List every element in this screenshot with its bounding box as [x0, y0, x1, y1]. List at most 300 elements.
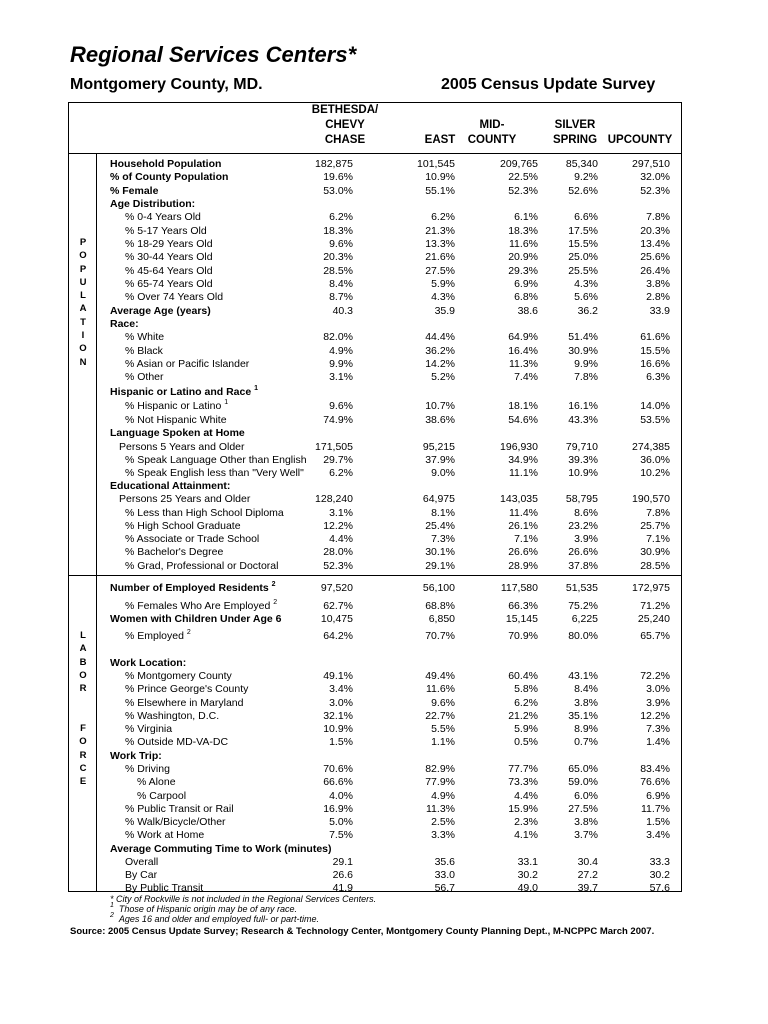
- cell-value: 5.0%: [329, 816, 353, 828]
- cell-value: 53.5%: [640, 414, 670, 426]
- cell-value: 3.4%: [329, 683, 353, 695]
- cell-value: 30.4: [577, 856, 598, 868]
- row-label: % Speak English less than "Very Well": [125, 467, 304, 479]
- cell-value: 5.2%: [431, 371, 455, 383]
- row-label: By Public Transit: [125, 882, 204, 894]
- county-subtitle: Montgomery County, MD.: [70, 76, 263, 93]
- cell-value: 40.3: [332, 305, 353, 317]
- cell-value: 16.6%: [640, 358, 670, 370]
- cell-value: 35.1%: [568, 710, 598, 722]
- cell-value: 36.2%: [425, 345, 455, 357]
- cell-value: 6.3%: [646, 371, 670, 383]
- labor-side-letter: A: [79, 643, 87, 655]
- cell-value: 35.6: [434, 856, 455, 868]
- row-label: Age Distribution:: [110, 198, 196, 210]
- cell-value: 30.1%: [425, 546, 455, 558]
- cell-value: 7.1%: [646, 533, 670, 545]
- row-label: % Public Transit or Rail: [125, 803, 234, 815]
- cell-value: 6.2%: [329, 467, 353, 479]
- labor-side-letter: L: [80, 630, 86, 641]
- cell-value: 30.2: [517, 869, 538, 881]
- cell-value: 4.3%: [574, 278, 598, 290]
- cell-value: 95,215: [422, 441, 455, 453]
- labor-side-letter: B: [79, 656, 87, 668]
- cell-value: 29.7%: [323, 454, 353, 466]
- cell-value: 73.3%: [508, 776, 538, 788]
- row-label: Average Commuting Time to Work (minutes): [110, 843, 332, 855]
- cell-value: 32.1%: [323, 710, 353, 722]
- row-label: Persons 25 Years and Older: [119, 493, 251, 505]
- cell-value: 6.0%: [574, 790, 598, 802]
- cell-value: 6.8%: [514, 291, 538, 303]
- cell-value: 3.8%: [574, 816, 598, 828]
- page-title: Regional Services Centers*: [70, 42, 357, 67]
- table-row: [0, 441, 768, 454]
- row-label: % Washington, D.C.: [125, 710, 220, 722]
- row-label: Educational Attainment:: [110, 480, 231, 492]
- cell-value: 66.6%: [323, 776, 353, 788]
- table-row: [0, 560, 768, 573]
- cell-value: 97,520: [320, 582, 353, 594]
- cell-value: 15,145: [505, 613, 538, 625]
- cell-value: 5.9%: [514, 723, 538, 735]
- cell-value: 25.0%: [568, 251, 598, 263]
- population-side-letter: O: [79, 250, 87, 262]
- cell-value: 8.4%: [329, 278, 353, 290]
- table-row: [0, 600, 768, 613]
- cell-value: 8.7%: [329, 291, 353, 303]
- row-label: % Over 74 Years Old: [125, 291, 224, 303]
- footnote-1: $^1$ Those of Hispanic origin may be of any race.: [110, 902, 298, 914]
- table-row: [0, 358, 768, 371]
- table-row: [0, 493, 768, 506]
- row-label: % Not Hispanic White: [125, 414, 227, 426]
- table-row: [0, 386, 768, 399]
- cell-value: 15.5%: [568, 238, 598, 250]
- cell-value: 66.3%: [508, 600, 538, 612]
- cell-value: 10.9%: [568, 467, 598, 479]
- cell-value: 64.2%: [323, 630, 353, 642]
- labor-side-letter: O: [79, 736, 87, 748]
- cell-value: 70.9%: [508, 630, 538, 642]
- labor-side-letter: R: [79, 683, 87, 695]
- row-label: % Outside MD-VA-DC: [125, 736, 229, 748]
- footnote-2: $^2$ Ages 16 and older and employed full- or part-time.: [110, 912, 320, 924]
- cell-value: 7.8%: [646, 507, 670, 519]
- cell-value: 11.4%: [509, 507, 538, 519]
- cell-value: 49.0: [517, 882, 538, 894]
- cell-value: 190,570: [632, 493, 670, 505]
- cell-value: 9.9%: [574, 358, 598, 370]
- cell-value: 10.9%: [425, 171, 455, 183]
- cell-value: 82.9%: [425, 763, 455, 775]
- cell-value: 29.3%: [508, 265, 538, 277]
- row-label: Average Age (years): [110, 305, 211, 317]
- cell-value: 77.7%: [508, 763, 538, 775]
- cell-value: 21.6%: [425, 251, 455, 263]
- cell-value: 3.1%: [329, 507, 353, 519]
- cell-value: 25,240: [637, 613, 670, 625]
- row-label: % of County Population: [110, 171, 229, 183]
- population-side-letter: L: [80, 290, 86, 302]
- cell-value: 72.2%: [640, 670, 670, 682]
- cell-value: 70.6%: [323, 763, 353, 775]
- table-row: [0, 776, 768, 789]
- cell-value: 23.2%: [568, 520, 598, 532]
- cell-value: 22.5%: [508, 171, 538, 183]
- cell-value: 38.6: [517, 305, 538, 317]
- cell-value: 52.6%: [568, 185, 598, 197]
- row-label: Hispanic or Latino and Race $^1$: [110, 385, 259, 398]
- table-row: [0, 185, 768, 198]
- cell-value: 18.3%: [508, 225, 538, 237]
- cell-value: 33.3: [649, 856, 670, 868]
- table-row: [0, 507, 768, 520]
- cell-value: 60.4%: [508, 670, 538, 682]
- cell-value: 4.1%: [514, 829, 538, 841]
- cell-value: 143,035: [500, 493, 538, 505]
- cell-value: 4.9%: [329, 345, 353, 357]
- cell-value: 6.9%: [514, 278, 538, 290]
- row-label: % Other: [125, 371, 164, 383]
- table-row: [0, 225, 768, 238]
- cell-value: 7.8%: [646, 211, 670, 223]
- population-side-letter: U: [79, 276, 87, 288]
- cell-value: 4.3%: [431, 291, 455, 303]
- labor-side-letter: O: [79, 669, 87, 681]
- cell-value: 3.7%: [574, 829, 598, 841]
- row-label: % Bachelor's Degree: [125, 546, 224, 558]
- row-label: % Speak Language Other than English: [125, 454, 307, 466]
- survey-subtitle: 2005 Census Update Survey: [441, 76, 656, 93]
- cell-value: 1.5%: [646, 816, 670, 828]
- table-row: [0, 520, 768, 533]
- row-label: % Virginia: [125, 723, 173, 735]
- cell-value: 75.2%: [568, 600, 598, 612]
- cell-value: 74.9%: [323, 414, 353, 426]
- cell-value: 7.1%: [514, 533, 538, 545]
- cell-value: 26.4%: [640, 265, 670, 277]
- cell-value: 82.0%: [323, 331, 353, 343]
- cell-value: 3.4%: [646, 829, 670, 841]
- table-row: [0, 251, 768, 264]
- cell-value: 8.6%: [574, 507, 598, 519]
- cell-value: 29.1: [332, 856, 353, 868]
- cell-value: 3.0%: [646, 683, 670, 695]
- cell-value: 38.6%: [425, 414, 455, 426]
- cell-value: 13.3%: [425, 238, 455, 250]
- row-label: % Driving: [125, 763, 170, 775]
- table-row: [0, 710, 768, 723]
- cell-value: 9.2%: [574, 171, 598, 183]
- section-divider: [68, 575, 682, 576]
- cell-value: 17.5%: [568, 225, 598, 237]
- cell-value: 26.6%: [508, 546, 538, 558]
- cell-value: 55.1%: [425, 185, 455, 197]
- cell-value: 62.7%: [323, 600, 353, 612]
- cell-value: 128,240: [315, 493, 353, 505]
- cell-value: 64.9%: [508, 331, 538, 343]
- population-side-letter: P: [79, 237, 87, 248]
- cell-value: 7.8%: [574, 371, 598, 383]
- table-row: [0, 318, 768, 331]
- row-label: % Females Who Are Employed $^2$: [125, 599, 278, 612]
- table-row: [0, 670, 768, 683]
- cell-value: 6.1%: [514, 211, 538, 223]
- cell-value: 0.5%: [514, 736, 538, 748]
- cell-value: 2.3%: [514, 816, 538, 828]
- cell-value: 8.1%: [431, 507, 455, 519]
- table-row: [0, 371, 768, 384]
- cell-value: 10,475: [320, 613, 353, 625]
- col-header-mid-county: MID- COUNTY: [467, 119, 517, 146]
- cell-value: 51.4%: [568, 331, 598, 343]
- table-row: [0, 856, 768, 869]
- table-row: [0, 345, 768, 358]
- col-header-east: EAST: [424, 134, 456, 146]
- cell-value: 43.1%: [568, 670, 598, 682]
- cell-value: 56,100: [422, 582, 455, 594]
- table-row: [0, 683, 768, 696]
- cell-value: 35.9: [434, 305, 455, 317]
- table-row: [0, 723, 768, 736]
- row-label: % 30-44 Years Old: [125, 251, 213, 263]
- table-row: [0, 582, 768, 595]
- cell-value: 11.3%: [509, 358, 538, 370]
- table-row: [0, 630, 768, 643]
- cell-value: 25.6%: [640, 251, 670, 263]
- cell-value: 51,535: [565, 582, 598, 594]
- row-label: % Carpool: [137, 790, 187, 802]
- table-row: [0, 816, 768, 829]
- cell-value: 64,975: [422, 493, 455, 505]
- cell-value: 79,710: [565, 441, 598, 453]
- table-row: [0, 414, 768, 427]
- cell-value: 6.2%: [514, 697, 538, 709]
- row-label: % High School Graduate: [125, 520, 241, 532]
- cell-value: 39.7: [577, 882, 598, 894]
- cell-value: 25.5%: [568, 265, 598, 277]
- table-row: [0, 750, 768, 763]
- cell-value: 28.5%: [640, 560, 670, 572]
- cell-value: 34.9%: [508, 454, 538, 466]
- cell-value: 4.0%: [329, 790, 353, 802]
- cell-value: 29.1%: [425, 560, 455, 572]
- cell-value: 28.9%: [508, 560, 538, 572]
- cell-value: 11.6%: [426, 683, 455, 695]
- labor-side-letter: R: [79, 749, 87, 761]
- labor-side-letter: F: [80, 723, 86, 735]
- table-row: [0, 400, 768, 413]
- population-side-letter: T: [80, 316, 86, 328]
- table-row: [0, 331, 768, 344]
- cell-value: 7.3%: [646, 723, 670, 735]
- cell-value: 8.9%: [574, 723, 598, 735]
- cell-value: 11.3%: [426, 803, 455, 815]
- cell-value: 25.4%: [425, 520, 455, 532]
- cell-value: 27.5%: [568, 803, 598, 815]
- row-label: % Work at Home: [125, 829, 205, 841]
- row-label: Overall: [125, 856, 159, 868]
- cell-value: 18.3%: [323, 225, 353, 237]
- cell-value: 10.2%: [640, 467, 670, 479]
- cell-value: 4.4%: [329, 533, 353, 545]
- table-row: [0, 697, 768, 710]
- table-row: [0, 869, 768, 882]
- cell-value: 2.5%: [431, 816, 455, 828]
- cell-value: 11.7%: [641, 803, 670, 815]
- cell-value: 7.5%: [329, 829, 353, 841]
- cell-value: 59.0%: [568, 776, 598, 788]
- table-row: [0, 480, 768, 493]
- cell-value: 196,930: [500, 441, 538, 453]
- cell-value: 26.6%: [568, 546, 598, 558]
- cell-value: 12.2%: [640, 710, 670, 722]
- row-label: % 5-17 Years Old: [125, 225, 207, 237]
- cell-value: 6,850: [428, 613, 455, 625]
- cell-value: 9.0%: [431, 467, 455, 479]
- population-side-letter: I: [81, 330, 85, 342]
- cell-value: 15.9%: [508, 803, 538, 815]
- cell-value: 101,545: [417, 158, 455, 170]
- cell-value: 6.2%: [431, 211, 455, 223]
- cell-value: 10.7%: [425, 400, 455, 412]
- cell-value: 20.3%: [640, 225, 670, 237]
- row-label: % Black: [125, 345, 163, 357]
- col-header-bethesda: BETHESDA/ CHEVY CHASE: [311, 104, 379, 146]
- cell-value: 6.9%: [646, 790, 670, 802]
- cell-value: 4.4%: [514, 790, 538, 802]
- row-label: % Hispanic or Latino $^1$: [125, 399, 229, 412]
- cell-value: 274,385: [632, 441, 670, 453]
- table-row: [0, 533, 768, 546]
- cell-value: 7.3%: [431, 533, 455, 545]
- cell-value: 5.5%: [431, 723, 455, 735]
- cell-value: 171,505: [315, 441, 353, 453]
- table-row: [0, 763, 768, 776]
- cell-value: 30.2: [649, 869, 670, 881]
- cell-value: 77.9%: [425, 776, 455, 788]
- table-row: [0, 657, 768, 670]
- cell-value: 39.3%: [568, 454, 598, 466]
- cell-value: 16.4%: [508, 345, 538, 357]
- table-row: [0, 171, 768, 184]
- table-row: [0, 613, 768, 626]
- row-label: Number of Employed Residents $^2$: [110, 581, 276, 594]
- cell-value: 3.9%: [646, 697, 670, 709]
- cell-value: 27.5%: [425, 265, 455, 277]
- cell-value: 44.4%: [425, 331, 455, 343]
- cell-value: 3.8%: [574, 697, 598, 709]
- row-label: Work Location:: [110, 657, 187, 669]
- cell-value: 83.4%: [640, 763, 670, 775]
- cell-value: 56.7: [434, 882, 455, 894]
- row-label: % Elsewhere in Maryland: [125, 697, 244, 709]
- row-label: % Alone: [137, 776, 176, 788]
- cell-value: 0.7%: [574, 736, 598, 748]
- cell-value: 71.2%: [640, 600, 670, 612]
- row-label: % Associate or Trade School: [125, 533, 260, 545]
- cell-value: 16.9%: [323, 803, 353, 815]
- row-label: % White: [125, 331, 165, 343]
- cell-value: 172,975: [632, 582, 670, 594]
- row-label: % Walk/Bicycle/Other: [125, 816, 226, 828]
- cell-value: 15.5%: [640, 345, 670, 357]
- cell-value: 9.6%: [329, 238, 353, 250]
- table-row: [0, 843, 768, 856]
- cell-value: 3.0%: [329, 697, 353, 709]
- col-header-silver-spring: SILVER SPRING: [552, 119, 598, 146]
- cell-value: 26.1%: [508, 520, 538, 532]
- cell-value: 21.3%: [425, 225, 455, 237]
- cell-value: 21.2%: [508, 710, 538, 722]
- row-label: Work Trip:: [110, 750, 162, 762]
- population-side-letter: A: [79, 303, 87, 315]
- cell-value: 3.9%: [574, 533, 598, 545]
- cell-value: 58,795: [565, 493, 598, 505]
- row-label: By Car: [125, 869, 158, 881]
- cell-value: 36.2: [577, 305, 598, 317]
- header-divider: [68, 153, 682, 154]
- cell-value: 85,340: [565, 158, 598, 170]
- cell-value: 10.9%: [323, 723, 353, 735]
- row-label: % Asian or Pacific Islander: [125, 358, 250, 370]
- cell-value: 52.3%: [323, 560, 353, 572]
- cell-value: 7.4%: [514, 371, 538, 383]
- cell-value: 3.3%: [431, 829, 455, 841]
- population-side-letter: O: [79, 343, 87, 355]
- cell-value: 43.3%: [568, 414, 598, 426]
- cell-value: 52.3%: [640, 185, 670, 197]
- cell-value: 11.6%: [509, 238, 538, 250]
- cell-value: 18.1%: [508, 400, 538, 412]
- cell-value: 12.2%: [323, 520, 353, 532]
- cell-value: 2.8%: [646, 291, 670, 303]
- cell-value: 20.3%: [323, 251, 353, 263]
- cell-value: 49.1%: [323, 670, 353, 682]
- row-label: Race:: [110, 318, 139, 330]
- cell-value: 14.0%: [640, 400, 670, 412]
- row-label: % 18-29 Years Old: [125, 238, 213, 250]
- cell-value: 3.1%: [329, 371, 353, 383]
- row-label: Persons 5 Years and Older: [119, 441, 245, 453]
- cell-value: 53.0%: [323, 185, 353, 197]
- table-row: [0, 736, 768, 749]
- cell-value: 65.0%: [568, 763, 598, 775]
- row-label: % Employed $^2$: [125, 629, 191, 642]
- cell-value: 28.0%: [323, 546, 353, 558]
- cell-value: 209,765: [500, 158, 538, 170]
- cell-value: 6.6%: [574, 211, 598, 223]
- cell-value: 20.9%: [508, 251, 538, 263]
- cell-value: 9.6%: [329, 400, 353, 412]
- table-row: [0, 265, 768, 278]
- labor-side-letter: E: [79, 776, 87, 788]
- cell-value: 32.0%: [640, 171, 670, 183]
- row-label: % 45-64 Years Old: [125, 265, 213, 277]
- row-label: % 65-74 Years Old: [125, 278, 213, 290]
- cell-value: 61.6%: [640, 331, 670, 343]
- population-side-letter: P: [79, 263, 87, 275]
- table-row: [0, 454, 768, 467]
- footnote-star: * City of Rockville is not included in the Regional Services Centers.: [110, 894, 377, 904]
- cell-value: 76.6%: [640, 776, 670, 788]
- cell-value: 19.6%: [323, 171, 353, 183]
- table-row: [0, 158, 768, 171]
- table-row: [0, 467, 768, 480]
- cell-value: 70.7%: [425, 630, 455, 642]
- table-row: [0, 278, 768, 291]
